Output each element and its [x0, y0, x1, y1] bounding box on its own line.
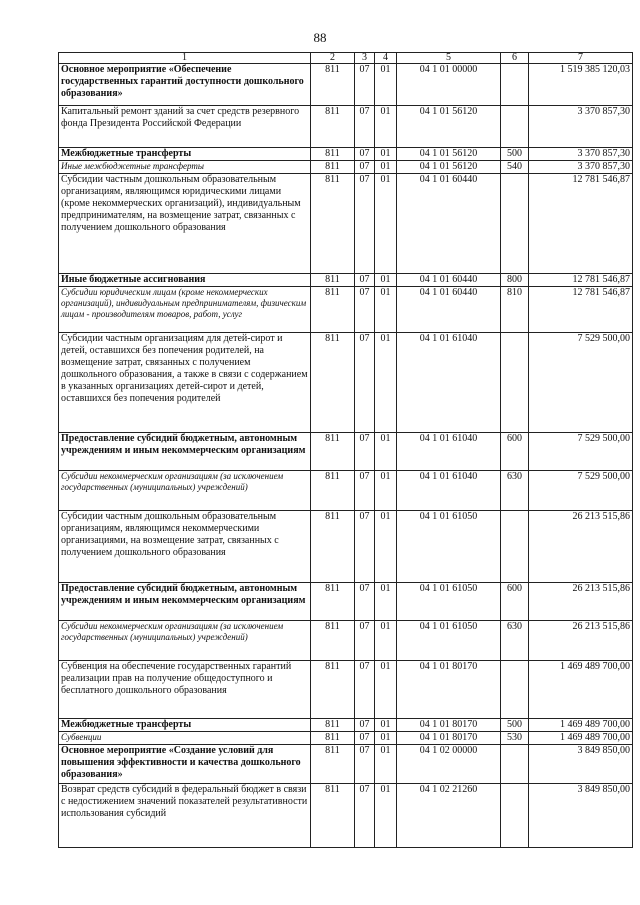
target-article-cell: 04 1 01 60440 [397, 274, 501, 287]
section-code-cell: 07 [355, 511, 375, 583]
amount-cell: 12 781 546,87 [529, 174, 633, 274]
section-code-cell: 07 [355, 333, 375, 433]
row-name-cell: Иные межбюджетные трансферты [59, 161, 311, 174]
row-name-cell: Межбюджетные трансферты [59, 148, 311, 161]
amount-cell: 1 469 489 700,00 [529, 661, 633, 719]
ministry-code-cell: 811 [311, 745, 355, 784]
subsection-code-cell: 01 [375, 661, 397, 719]
expense-type-cell [501, 511, 529, 583]
section-code-cell: 07 [355, 161, 375, 174]
expense-type-cell: 600 [501, 433, 529, 471]
subsection-code-cell: 01 [375, 433, 397, 471]
ministry-code-cell: 811 [311, 161, 355, 174]
table-row [59, 148, 633, 161]
expense-type-cell: 530 [501, 732, 529, 745]
target-article-cell: 04 1 02 21260 [397, 784, 501, 848]
target-article-cell: 04 1 01 61040 [397, 433, 501, 471]
row-name-cell: Иные бюджетные ассигнования [59, 274, 311, 287]
section-code-cell: 07 [355, 719, 375, 732]
table-row [59, 745, 633, 784]
expense-type-cell [501, 64, 529, 106]
ministry-code-cell: 811 [311, 719, 355, 732]
section-code-cell: 07 [355, 621, 375, 661]
expense-type-cell: 540 [501, 161, 529, 174]
expense-type-cell: 500 [501, 148, 529, 161]
table-row [59, 333, 633, 433]
ministry-code-cell: 811 [311, 511, 355, 583]
ministry-code-cell: 811 [311, 333, 355, 433]
expense-type-cell: 630 [501, 471, 529, 511]
amount-cell: 26 213 515,86 [529, 511, 633, 583]
section-code-cell: 07 [355, 64, 375, 106]
row-name-cell: Субсидии частным дошкольным образовательным организациям, являющимся юридическими лицами (кроме некоммерческих организаций), индивидуальным предпринимателям, на возмещение затрат, связанных с получением дошкольного образования [59, 174, 311, 274]
row-name-cell: Предоставление субсидий бюджетным, автономным учреждениям и иным некоммерческим организациям [59, 433, 311, 471]
row-name-cell: Субсидии частным организациям для детей-сирот и детей, оставшихся без попечения родителей, на возмещение затрат, связанных с получением дошкольного образования, а также в связи с содержанием в указанных организациях детей-сирот и детей, оставшихся без попечения родителей [59, 333, 311, 433]
section-code-cell: 07 [355, 661, 375, 719]
section-code-cell: 07 [355, 433, 375, 471]
subsection-code-cell: 01 [375, 64, 397, 106]
subsection-code-cell: 01 [375, 784, 397, 848]
table-row [59, 471, 633, 511]
subsection-code-cell: 01 [375, 287, 397, 333]
target-article-cell: 04 1 01 60440 [397, 174, 501, 274]
ministry-code-cell: 811 [311, 433, 355, 471]
table-row [59, 511, 633, 583]
expense-type-cell: 800 [501, 274, 529, 287]
amount-cell: 3 849 850,00 [529, 784, 633, 848]
amount-cell: 7 529 500,00 [529, 433, 633, 471]
expense-type-cell: 630 [501, 621, 529, 661]
subsection-code-cell: 01 [375, 106, 397, 148]
row-name-cell: Основное мероприятие «Обеспечение государственных гарантий доступности дошкольного образования» [59, 64, 311, 106]
row-name-cell: Предоставление субсидий бюджетным, автономным учреждениям и иным некоммерческим организациям [59, 583, 311, 621]
ministry-code-cell: 811 [311, 274, 355, 287]
row-name-cell: Субсидии частным дошкольным образовательным организациям, являющимся некоммерческими организациями, на возмещение затрат, связанных с получением дошкольного образования [59, 511, 311, 583]
table-row [59, 784, 633, 848]
ministry-code-cell: 811 [311, 174, 355, 274]
subsection-code-cell: 01 [375, 745, 397, 784]
subsection-code-cell: 01 [375, 174, 397, 274]
budget-table [58, 52, 633, 848]
column-header: 6 [501, 53, 529, 64]
header-row [59, 53, 633, 64]
column-header: 1 [59, 53, 311, 64]
expense-type-cell: 600 [501, 583, 529, 621]
column-header: 2 [311, 53, 355, 64]
table-row [59, 583, 633, 621]
table-row [59, 274, 633, 287]
ministry-code-cell: 811 [311, 106, 355, 148]
subsection-code-cell: 01 [375, 511, 397, 583]
amount-cell: 3 370 857,30 [529, 106, 633, 148]
table-row [59, 433, 633, 471]
subsection-code-cell: 01 [375, 148, 397, 161]
target-article-cell: 04 1 01 56120 [397, 106, 501, 148]
subsection-code-cell: 01 [375, 274, 397, 287]
section-code-cell: 07 [355, 732, 375, 745]
amount-cell: 3 370 857,30 [529, 148, 633, 161]
amount-cell: 3 370 857,30 [529, 161, 633, 174]
target-article-cell: 04 1 02 00000 [397, 745, 501, 784]
row-name-cell: Межбюджетные трансферты [59, 719, 311, 732]
section-code-cell: 07 [355, 274, 375, 287]
target-article-cell: 04 1 01 80170 [397, 732, 501, 745]
amount-cell: 1 469 489 700,00 [529, 719, 633, 732]
section-code-cell: 07 [355, 745, 375, 784]
ministry-code-cell: 811 [311, 661, 355, 719]
amount-cell: 26 213 515,86 [529, 621, 633, 661]
ministry-code-cell: 811 [311, 64, 355, 106]
section-code-cell: 07 [355, 287, 375, 333]
column-header: 4 [375, 53, 397, 64]
row-name-cell: Основное мероприятие «Создание условий для повышения эффективности и качества дошкольного образования» [59, 745, 311, 784]
row-name-cell: Субсидии некоммерческим организациям (за исключением государственных (муниципальных) учреждений) [59, 621, 311, 661]
amount-cell: 7 529 500,00 [529, 471, 633, 511]
row-name-cell: Субсидии некоммерческим организациям (за исключением государственных (муниципальных) учреждений) [59, 471, 311, 511]
expense-type-cell [501, 661, 529, 719]
subsection-code-cell: 01 [375, 621, 397, 661]
target-article-cell: 04 1 01 80170 [397, 719, 501, 732]
target-article-cell: 04 1 01 61050 [397, 511, 501, 583]
subsection-code-cell: 01 [375, 719, 397, 732]
page-number: 88 [313, 30, 327, 45]
amount-cell: 3 849 850,00 [529, 745, 633, 784]
ministry-code-cell: 811 [311, 583, 355, 621]
subsection-code-cell: 01 [375, 583, 397, 621]
section-code-cell: 07 [355, 471, 375, 511]
table-row [59, 287, 633, 333]
column-header: 3 [355, 53, 375, 64]
expense-type-cell [501, 784, 529, 848]
table-row [59, 106, 633, 148]
ministry-code-cell: 811 [311, 148, 355, 161]
ministry-code-cell: 811 [311, 784, 355, 848]
table-row [59, 621, 633, 661]
amount-cell: 1 519 385 120,03 [529, 64, 633, 106]
section-code-cell: 07 [355, 106, 375, 148]
subsection-code-cell: 01 [375, 161, 397, 174]
target-article-cell: 04 1 01 61050 [397, 583, 501, 621]
expense-type-cell [501, 333, 529, 433]
amount-cell: 26 213 515,86 [529, 583, 633, 621]
section-code-cell: 07 [355, 148, 375, 161]
amount-cell: 12 781 546,87 [529, 287, 633, 333]
amount-cell: 7 529 500,00 [529, 333, 633, 433]
table-row [59, 719, 633, 732]
amount-cell: 12 781 546,87 [529, 274, 633, 287]
ministry-code-cell: 811 [311, 471, 355, 511]
expense-type-cell [501, 106, 529, 148]
ministry-code-cell: 811 [311, 621, 355, 661]
expense-type-cell [501, 174, 529, 274]
row-name-cell: Субсидии юридическим лицам (кроме некоммерческих организаций), индивидуальным предпринимателям, физическим лицам - производителям товаров, работ, услуг [59, 287, 311, 333]
expense-type-cell [501, 745, 529, 784]
table-row [59, 174, 633, 274]
row-name-cell: Капитальный ремонт зданий за счет средств резервного фонда Президента Российской Федерации [59, 106, 311, 148]
subsection-code-cell: 01 [375, 333, 397, 433]
row-name-cell: Возврат средств субсидий в федеральный бюджет в связи с недостижением значений показателей результативности использования субсидий [59, 784, 311, 848]
section-code-cell: 07 [355, 784, 375, 848]
target-article-cell: 04 1 01 00000 [397, 64, 501, 106]
target-article-cell: 04 1 01 80170 [397, 661, 501, 719]
section-code-cell: 07 [355, 583, 375, 621]
target-article-cell: 04 1 01 61050 [397, 621, 501, 661]
subsection-code-cell: 01 [375, 471, 397, 511]
table-row [59, 161, 633, 174]
expense-type-cell: 810 [501, 287, 529, 333]
row-name-cell: Субвенции [59, 732, 311, 745]
column-header: 7 [529, 53, 633, 64]
amount-cell: 1 469 489 700,00 [529, 732, 633, 745]
target-article-cell: 04 1 01 56120 [397, 161, 501, 174]
column-header: 5 [397, 53, 501, 64]
table-row [59, 64, 633, 106]
subsection-code-cell: 01 [375, 732, 397, 745]
row-name-cell: Субвенция на обеспечение государственных гарантий реализации прав на получение общедоступного и бесплатного дошкольного образования [59, 661, 311, 719]
table-body [59, 64, 633, 848]
target-article-cell: 04 1 01 61040 [397, 471, 501, 511]
expense-type-cell: 500 [501, 719, 529, 732]
table-row [59, 661, 633, 719]
ministry-code-cell: 811 [311, 732, 355, 745]
target-article-cell: 04 1 01 60440 [397, 287, 501, 333]
target-article-cell: 04 1 01 56120 [397, 148, 501, 161]
ministry-code-cell: 811 [311, 287, 355, 333]
table-row [59, 732, 633, 745]
target-article-cell: 04 1 01 61040 [397, 333, 501, 433]
section-code-cell: 07 [355, 174, 375, 274]
